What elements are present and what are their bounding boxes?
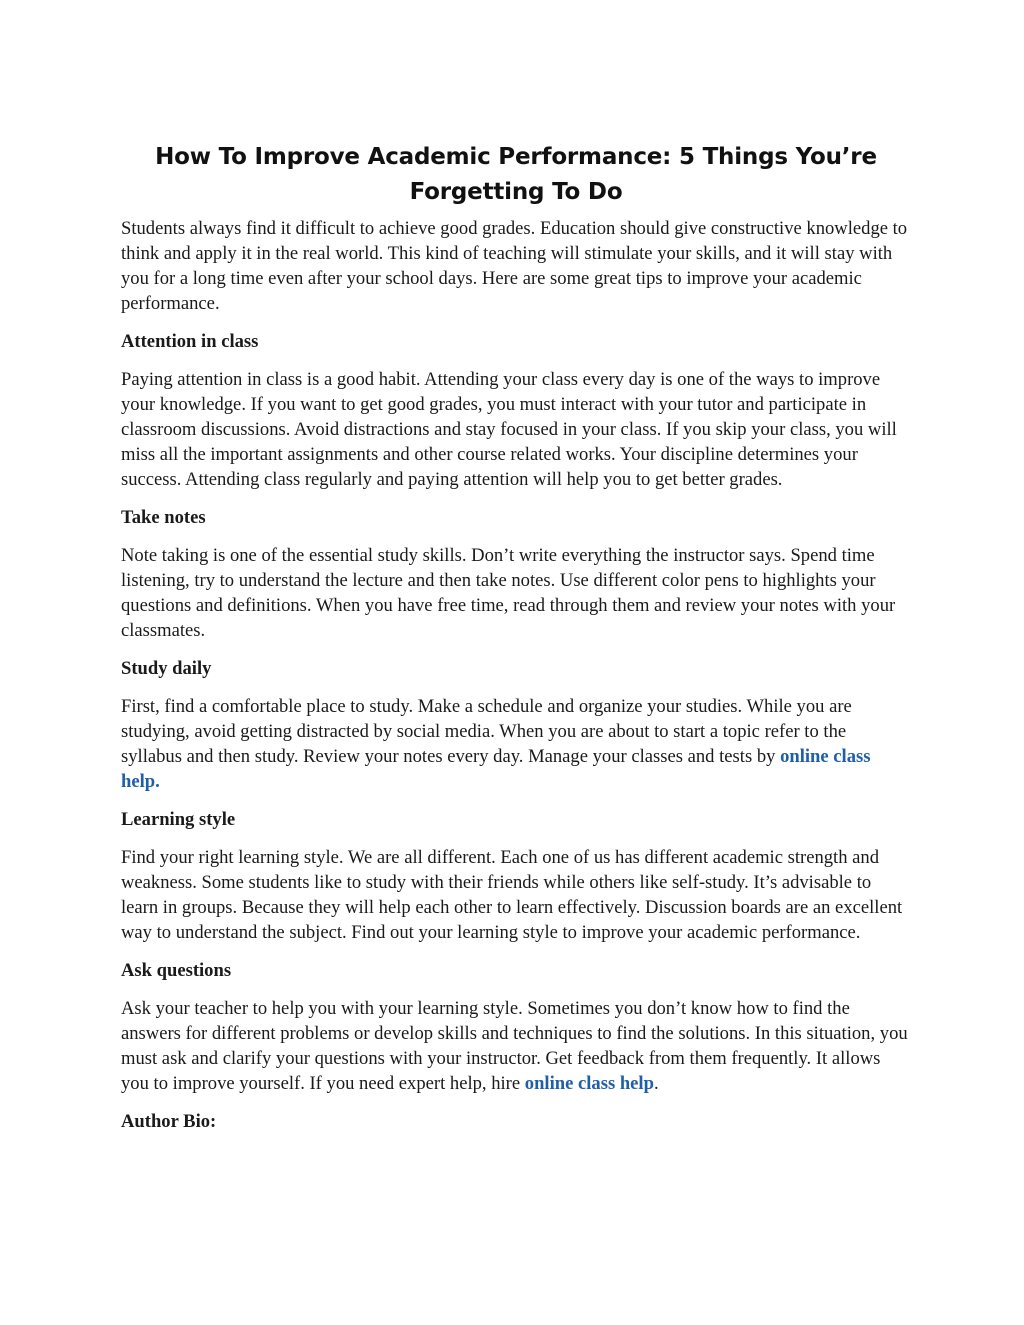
heading-attention-in-class: Attention in class — [121, 331, 259, 352]
ask-questions-end: . — [653, 1073, 659, 1094]
paragraph-study-daily — [121, 694, 911, 794]
title-line-2: Forgetting To Do — [409, 179, 623, 205]
paragraph-attention-in-class: Paying attention in class is a good habit. Attending your class every day is one of the ways to improve your knowledge. If you want to get good grades, you must interact with your tutor and participate in classroom discussions. Avoid distractions and stay focused in your class. If you skip your class, you will miss all the important assignments and other course related works. Your discipline determines your success. Attending class regularly and paying attention will help you to get better grades. — [121, 369, 897, 490]
paragraph-ask-questions — [121, 996, 911, 1096]
online-class-help-link-1[interactable]: online class help — [121, 746, 871, 792]
heading-learning-style: Learning style — [121, 809, 236, 830]
document-page — [121, 140, 911, 1147]
study-daily-end: . — [155, 771, 160, 792]
heading-take-notes: Take notes — [121, 507, 206, 528]
paragraph-take-notes: Note taking is one of the essential study skills. Don’t write everything the instructor says. Spend time listening, try to understand the lecture and then take notes. Use different color pens to highlights your questions and definitions. When you have free time, read through them and review your notes with your classmates. — [121, 545, 896, 641]
title-line-1: How To Improve Academic Performance: 5 Things You’re — [155, 144, 877, 170]
intro-paragraph: Students always find it difficult to achieve good grades. Education should give constructive knowledge to think and apply it in the real world. This kind of teaching will stimulate your skills, and it will stay with you for a long time even after your school days. Here are some great tips to improve your academic performance. — [121, 218, 908, 314]
heading-ask-questions: Ask questions — [121, 960, 232, 981]
study-daily-text: First, find a comfortable place to study. Make a schedule and organize your studies. While you are studying, avoid getting distracted by social media. When you are about to start a topic refer to the syllabus and then study. Review your notes every day. Manage your classes and tests by — [121, 696, 852, 767]
document-title — [121, 140, 911, 210]
heading-author-bio: Author Bio: — [121, 1111, 217, 1132]
paragraph-learning-style: Find your right learning style. We are all different. Each one of us has different academic strength and weakness. Some students like to study with their friends while others like self-study. It’s advisable to learn in groups. Because they will help each other to learn effectively. Discussion boards are an excellent way to understand the subject. Find out your learning style to improve your academic performance. — [121, 847, 903, 943]
heading-study-daily: Study daily — [121, 658, 212, 679]
online-class-help-link-2[interactable]: online class help — [524, 1073, 654, 1094]
ask-questions-text: Ask your teacher to help you with your learning style. Sometimes you don’t know how to find the answers for different problems or develop skills and techniques to find the solutions. In this situation, you must ask and clarify your questions with your instructor. Get feedback from them frequently. It allows you to improve yourself. If you need expert help, hire — [121, 998, 908, 1094]
